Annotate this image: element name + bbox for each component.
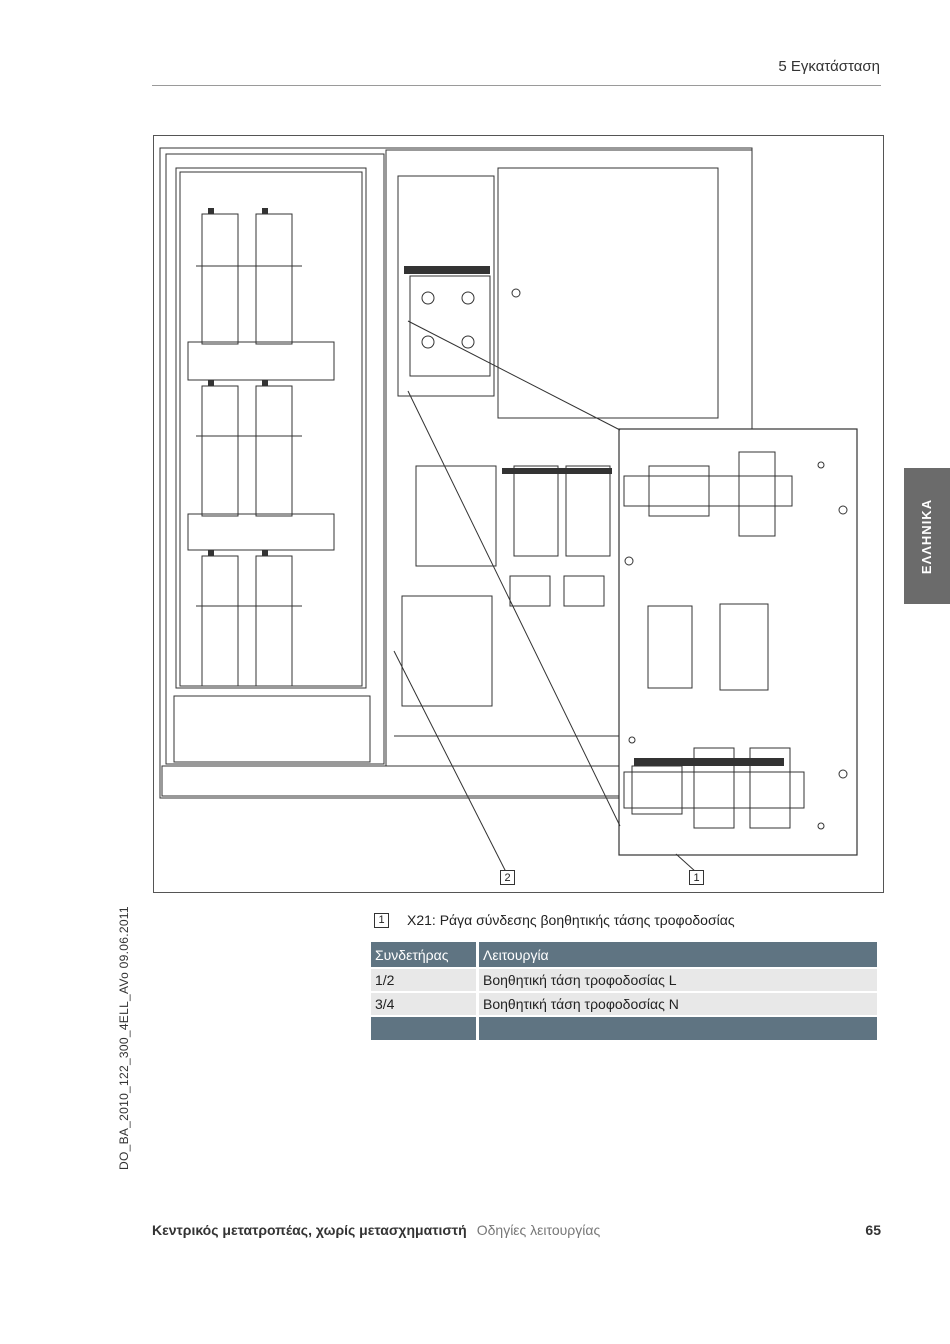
- section-title: 5 Εγκατάσταση: [778, 58, 880, 75]
- cabinet-drawing: [153, 135, 884, 893]
- footer-title: Κεντρικός μετατροπέας, χωρίς μετασχηματιστή: [152, 1222, 467, 1238]
- header-divider: [152, 85, 881, 86]
- caption-text: X21: Ράγα σύνδεσης βοηθητικής τάσης τροφοδοσίας: [407, 912, 735, 928]
- function-cell: Βοηθητική τάση τροφοδοσίας L: [479, 969, 877, 991]
- caption-number: 1: [374, 913, 389, 928]
- document-code: DO_BA_2010_122_300_4ELL_AVo 09.06.2011: [117, 906, 131, 1170]
- language-tab-label: ΕΛΛΗΝΙΚΑ: [919, 498, 935, 574]
- cabinet-technical-drawing: [154, 136, 885, 894]
- footer-cell: [479, 1017, 877, 1040]
- footer: [152, 1222, 600, 1238]
- column-header-function: Λειτουργία: [479, 942, 877, 967]
- callout-2: 2: [500, 870, 515, 885]
- table-row: [371, 969, 877, 991]
- footer-cell: [371, 1017, 476, 1040]
- footer-subtitle: Οδηγίες λειτουργίας: [476, 1222, 601, 1238]
- figure-caption: [374, 912, 735, 928]
- terminal-cell: 3/4: [371, 993, 476, 1015]
- terminal-table: [368, 940, 880, 1042]
- page-number: 65: [865, 1222, 881, 1238]
- column-header-terminal: Συνδετήρας: [371, 942, 476, 967]
- callout-1: 1: [689, 870, 704, 885]
- table-row: [371, 993, 877, 1015]
- table-footer-row: [371, 1017, 877, 1040]
- table-header-row: [371, 942, 877, 967]
- function-cell: Βοηθητική τάση τροφοδοσίας N: [479, 993, 877, 1015]
- terminal-cell: 1/2: [371, 969, 476, 991]
- language-tab: [904, 468, 950, 604]
